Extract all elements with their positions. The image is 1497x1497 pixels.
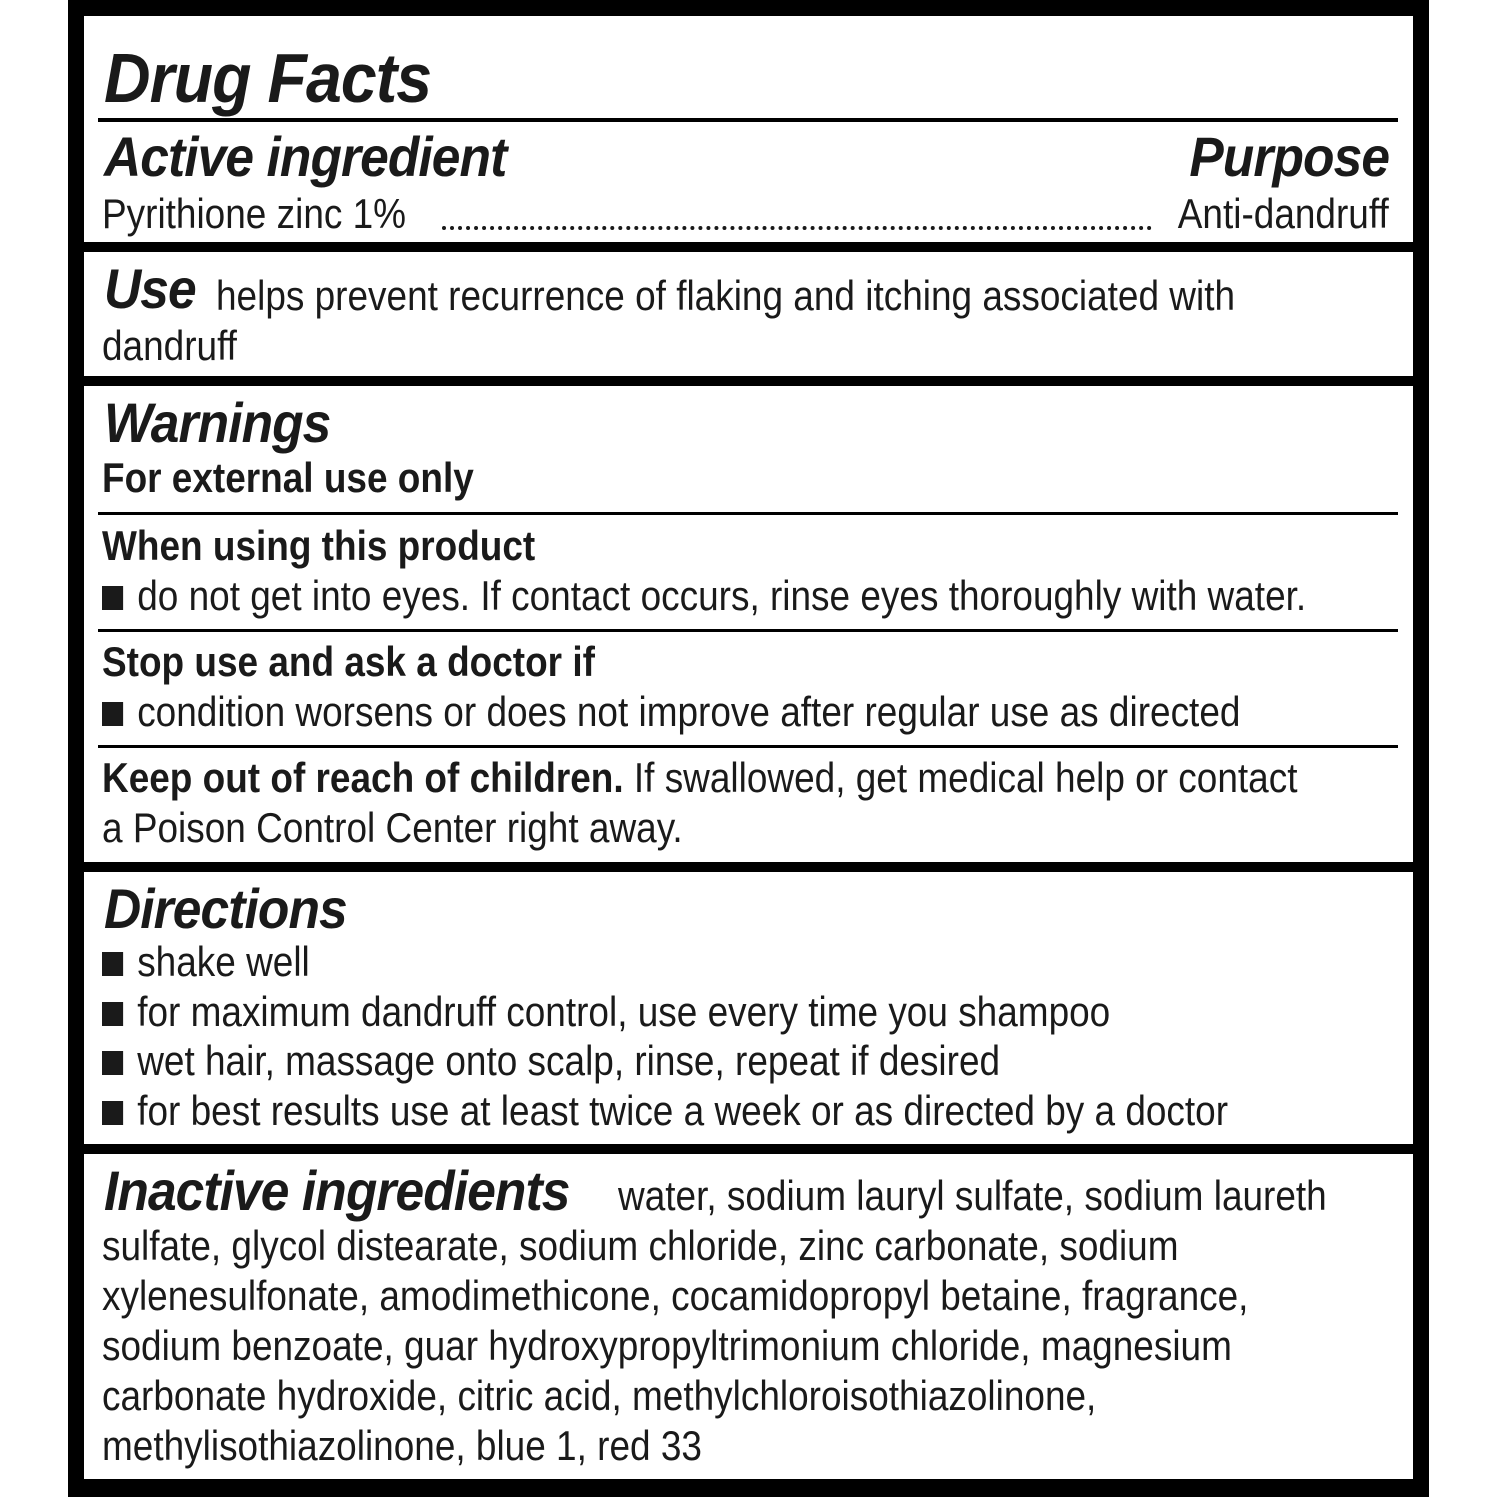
inactive-ingredients-line: xylenesulfonate, amodimethicone, cocamidopropyl betaine, fragrance, bbox=[102, 1272, 1249, 1319]
keep-out-text-line1: If swallowed, get medical help or contact bbox=[633, 754, 1298, 801]
active-ingredient-purpose: Anti-dandruff bbox=[1178, 190, 1389, 237]
section-divider-use bbox=[84, 242, 1413, 252]
inactive-ingredients-line: methylisothiazolinone, blue 1, red 33 bbox=[102, 1422, 702, 1469]
directions-item bbox=[102, 988, 1110, 1036]
drug-facts-panel bbox=[68, 0, 1429, 1497]
stop-use-item-text: condition worsens or does not improve after regular use as directed bbox=[137, 688, 1241, 735]
drug-facts-title: Drug Facts bbox=[104, 39, 432, 117]
square-bullet-icon bbox=[102, 952, 123, 976]
purpose-heading: Purpose bbox=[1189, 125, 1389, 188]
directions-item-text: for best results use at least twice a week or as directed by a doctor bbox=[137, 1087, 1229, 1134]
stop-use-item bbox=[102, 688, 1240, 736]
warnings-divider-1 bbox=[98, 512, 1398, 515]
directions-item bbox=[102, 1037, 1000, 1085]
directions-item-text: wet hair, massage onto scalp, rinse, repeat if desired bbox=[137, 1037, 1001, 1084]
square-bullet-icon bbox=[102, 1101, 123, 1125]
warnings-divider-3 bbox=[98, 745, 1398, 748]
square-bullet-icon bbox=[102, 586, 123, 610]
directions-heading: Directions bbox=[104, 877, 347, 940]
directions-item-text: for maximum dandruff control, use every time you shampoo bbox=[137, 988, 1111, 1035]
keep-out-text-line2: a Poison Control Center right away. bbox=[102, 804, 683, 851]
when-using-heading: When using this product bbox=[102, 522, 536, 569]
square-bullet-icon bbox=[102, 702, 123, 726]
active-ingredient-name: Pyrithione zinc 1% bbox=[102, 190, 407, 237]
use-text-line1: helps prevent recurrence of flaking and itching associated with bbox=[216, 272, 1236, 319]
title-divider bbox=[98, 118, 1398, 122]
section-divider-inactive bbox=[84, 1144, 1413, 1154]
section-divider-directions bbox=[84, 862, 1413, 872]
when-using-item bbox=[102, 572, 1306, 620]
keep-out-heading: Keep out of reach of children. bbox=[102, 754, 624, 801]
use-heading: Use bbox=[104, 257, 196, 320]
inactive-ingredients-heading: Inactive ingredients bbox=[104, 1159, 570, 1222]
inactive-ingredients-line: water, sodium lauryl sulfate, sodium laureth bbox=[618, 1172, 1327, 1219]
inactive-ingredients-line: sulfate, glycol distearate, sodium chloride, zinc carbonate, sodium bbox=[102, 1222, 1179, 1269]
drug-facts-inner bbox=[84, 16, 1413, 1479]
stop-use-heading: Stop use and ask a doctor if bbox=[102, 638, 595, 685]
when-using-item-text: do not get into eyes. If contact occurs, rinse eyes thoroughly with water. bbox=[137, 572, 1307, 619]
inactive-ingredients-line: sodium benzoate, guar hydroxypropyltrimonium chloride, magnesium bbox=[102, 1322, 1232, 1369]
square-bullet-icon bbox=[102, 1051, 123, 1075]
external-use-text: For external use only bbox=[102, 454, 474, 501]
directions-item bbox=[102, 938, 310, 986]
active-ingredient-heading: Active ingredient bbox=[104, 125, 507, 188]
directions-item-text: shake well bbox=[137, 938, 310, 985]
section-divider-warnings bbox=[84, 376, 1413, 386]
use-text-line2: dandruff bbox=[102, 322, 237, 369]
warnings-divider-2 bbox=[98, 629, 1398, 632]
keep-out-line1 bbox=[102, 754, 1297, 802]
square-bullet-icon bbox=[102, 1002, 123, 1026]
directions-item bbox=[102, 1087, 1228, 1135]
leader-dots bbox=[442, 222, 1152, 230]
warnings-heading: Warnings bbox=[104, 391, 331, 454]
inactive-ingredients-line: carbonate hydroxide, citric acid, methylchloroisothiazolinone, bbox=[102, 1372, 1097, 1419]
